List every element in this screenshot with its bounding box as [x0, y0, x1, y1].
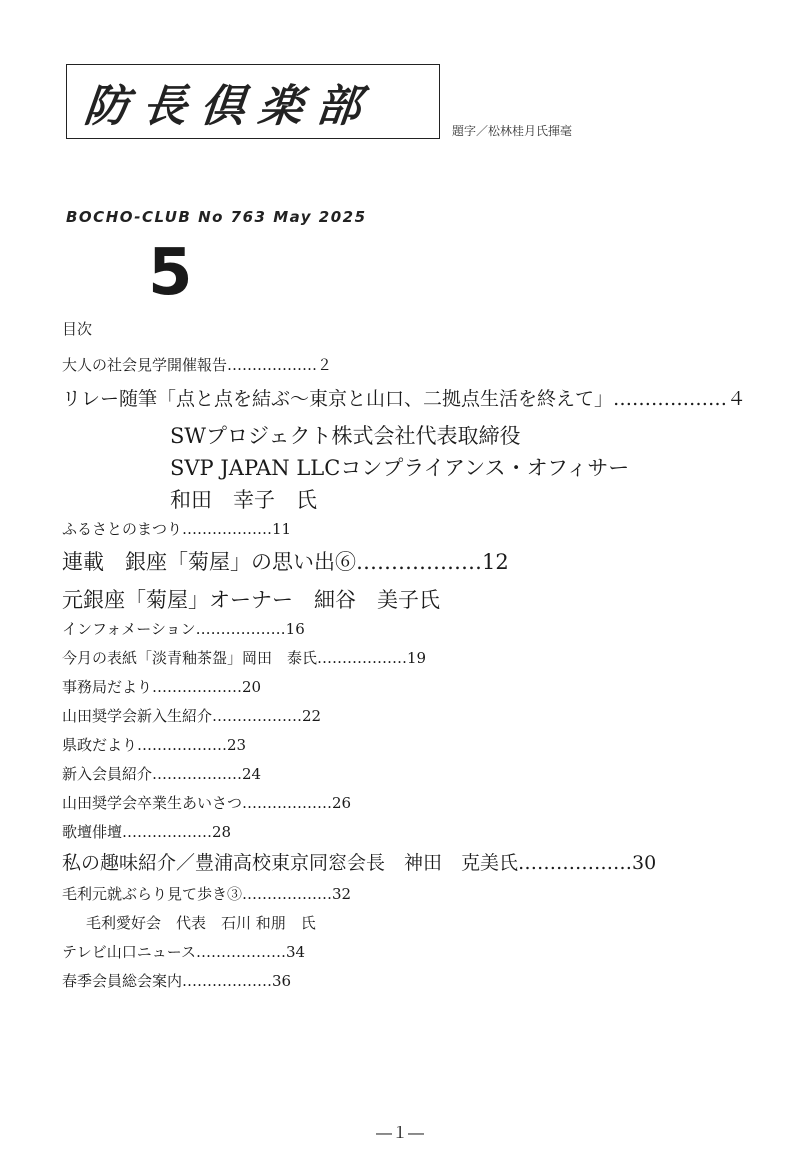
- toc-entry-2: SWプロジェクト株式会社代表取締役: [170, 424, 521, 448]
- toc-entry-10: 事務局だより………………20: [62, 678, 262, 696]
- toc-entry-12: 県政だより………………23: [62, 736, 247, 754]
- toc-entry-0: 大人の社会見学開催報告………………２: [62, 356, 333, 374]
- toc-entry-19: テレビ山口ニュース………………34: [62, 943, 306, 961]
- calligraphy-credit: 題字／松林桂月氏揮毫: [452, 124, 573, 138]
- toc-entry-7: 元銀座「菊屋」オーナー 細谷 美子氏: [62, 588, 440, 612]
- toc-entry-9: 今月の表紙「淡青釉茶盌」岡田 泰氏………………19: [62, 649, 427, 667]
- toc-entry-5: ふるさとのまつり………………11: [62, 520, 292, 538]
- toc-entry-6: 連載 銀座「菊屋」の思い出⑥………………12: [62, 550, 509, 574]
- toc-entry-20: 春季会員総会案内………………36: [62, 972, 292, 990]
- toc-entry-18: 毛利愛好会 代表 石川 和朋 氏: [86, 914, 316, 932]
- toc-heading: 目次: [62, 320, 93, 338]
- toc-entry-14: 山田奨学会卒業生あいさつ………………26: [62, 794, 352, 812]
- toc-entry-13: 新入会員紹介………………24: [62, 765, 262, 783]
- toc-entry-8: インフォメーション………………16: [62, 620, 305, 638]
- toc-entry-3: SVP JAPAN LLCコンプライアンス・オフィサー: [170, 456, 630, 480]
- toc-entry-15: 歌壇俳壇………………28: [62, 823, 232, 841]
- toc-entry-11: 山田奨学会新入生紹介………………22: [62, 707, 322, 725]
- month-number: 5: [148, 236, 193, 310]
- issue-line: BOCHO-CLUB No 763 May 2025: [66, 208, 367, 226]
- toc-entry-16: 私の趣味紹介／豊浦高校東京同窓会長 神田 克美氏………………30: [62, 852, 657, 874]
- masthead-box: [66, 64, 440, 139]
- toc-entry-4: 和田 幸子 氏: [170, 488, 317, 512]
- toc-entry-1: リレー随筆「点と点を結ぶ～東京と山口、二拠点生活を終えて」………………４: [62, 388, 747, 410]
- toc-entry-17: 毛利元就ぶらり見て歩き③………………32: [62, 885, 352, 903]
- masthead-title: 防長倶楽部: [81, 80, 378, 132]
- page-number: ―１―: [375, 1123, 424, 1142]
